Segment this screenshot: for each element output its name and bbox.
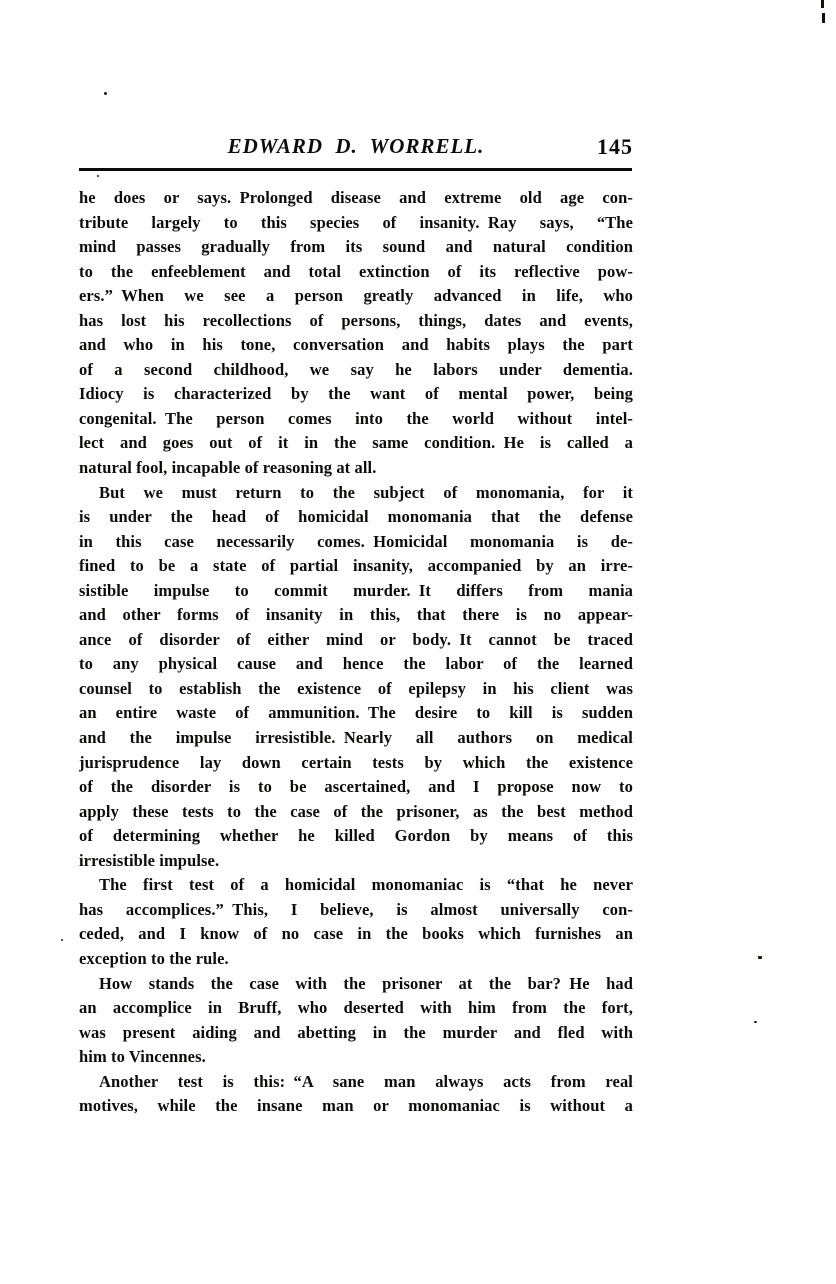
text-line: The first test of a homicidal monomaniac is “that he never: [99, 875, 633, 895]
scan-speck: [97, 175, 99, 177]
text-line: in this case necessarily comes. Homicidal monomania is de-: [79, 531, 633, 551]
scan-speck: [754, 1021, 757, 1023]
text-line: ers.” When we see a person greatly advanced in life, who: [79, 286, 633, 306]
text-line: natural fool, incapable of reasoning at all.: [79, 458, 377, 478]
text-line: ceded, and I know of no case in the books which furnishes an: [79, 924, 633, 944]
text-line: motives, while the insane man or monomaniac is without a: [79, 1096, 633, 1116]
text-line: of determining whether he killed Gordon by means of this: [79, 826, 633, 846]
text-line: exception to the rule.: [79, 948, 229, 968]
page-edge-mark: [822, 13, 825, 23]
text-line: he does or says. Prolonged disease and extreme old age con-: [79, 188, 633, 207]
text-line: to any physical cause and hence the labor of the learned: [79, 654, 633, 674]
text-line: has lost his recollections of persons, things, dates and events,: [79, 310, 633, 330]
scan-speck: [758, 956, 762, 959]
text-line: an entire waste of ammunition. The desire to kill is sudden: [79, 703, 633, 723]
header-rule: [79, 168, 632, 171]
text-line: and other forms of insanity in this, that there is no appear-: [79, 605, 633, 625]
text-line: How stands the case with the prisoner at the bar? He had: [99, 973, 633, 993]
text-line: irresistible impulse.: [79, 850, 220, 870]
text-line: congenital. The person comes into the world without intel-: [79, 408, 633, 428]
text-line: and the impulse irresistible. Nearly all authors on medical: [79, 728, 633, 748]
scan-speck: [104, 92, 107, 95]
text-line: tribute largely to this species of insanity. Ray says, “The: [79, 212, 633, 232]
text-line: mind passes gradually from its sound and natural condition: [79, 237, 633, 257]
text-line: was present aiding and abetting in the murder and fled with: [79, 1022, 633, 1042]
text-line: ance of disorder of either mind or body. It cannot be traced: [79, 629, 633, 649]
scan-speck: [61, 939, 63, 941]
text-line: counsel to establish the existence of epilepsy in his client was: [79, 678, 633, 698]
text-line: and who in his tone, conversation and habits plays the part: [79, 335, 633, 355]
page-number: 145: [597, 134, 633, 159]
text-line: But we must return to the subject of monomania, for it: [99, 482, 633, 502]
text-line: is under the head of homicidal monomania that the defense: [79, 507, 633, 527]
text-line: of a second childhood, we say he labors under dementia.: [79, 359, 633, 379]
text-line: of the disorder is to be ascertained, and I propose now to: [79, 777, 633, 797]
text-line: to the enfeeblement and total extinction of its reflective pow-: [79, 261, 633, 281]
text-line: has accomplices.” This, I believe, is almost universally con-: [79, 899, 633, 919]
text-line: Idiocy is characterized by the want of mental power, being: [79, 384, 633, 404]
text-line: Another test is this: “A sane man always acts from real: [99, 1071, 633, 1091]
text-line: lect and goes out of it in the same condition. He is called a: [79, 433, 633, 453]
page-edge-mark: [821, 0, 824, 8]
text-line: jurisprudence lay down certain tests by which the existence: [79, 752, 633, 772]
text-line: fined to be a state of partial insanity, accompanied by an irre-: [79, 556, 633, 576]
text-line: apply these tests to the case of the prisoner, as the best method: [79, 801, 633, 821]
body-text: [79, 186, 633, 1119]
running-title: EDWARD D. WORRELL.: [227, 134, 485, 158]
page-header: [79, 133, 633, 163]
text-line: sistible impulse to commit murder. It differs from mania: [79, 580, 633, 600]
text-line: an accomplice in Bruff, who deserted with him from the fort,: [79, 998, 633, 1018]
text-line: him to Vincennes.: [79, 1047, 206, 1067]
